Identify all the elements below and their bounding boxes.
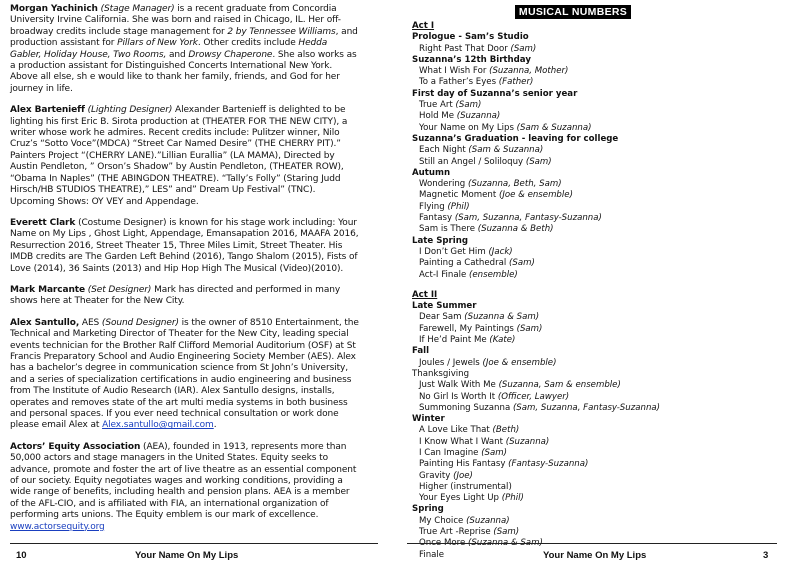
song-item (412, 190, 772, 201)
musical-numbers-heading: MUSICAL NUMBERS (515, 5, 631, 19)
song-title: Once More (419, 538, 466, 549)
song-item (412, 403, 772, 414)
scene-title: Thanksgiving (412, 368, 470, 379)
song-item (412, 312, 772, 323)
scene-title: Spring (412, 504, 444, 515)
song-title: Higher (instrumental) (419, 481, 512, 492)
song-singers: (Suzanna) (456, 111, 501, 122)
song-item (412, 258, 772, 269)
song-item (412, 270, 772, 281)
scene-title: Suzanna’s Graduation - leaving for college (412, 133, 619, 144)
act-label: Act II (412, 289, 438, 300)
song-item (412, 145, 772, 156)
song-item (412, 482, 772, 493)
scene-title: Autumn (412, 167, 451, 178)
song-singers: (ensemble) (469, 269, 518, 280)
scene-title: First day of Suzanna’s senior year (412, 88, 578, 99)
song-list (412, 21, 772, 561)
song-title: Flying (419, 201, 445, 212)
song-title: Sam is There (419, 224, 476, 235)
bio-role: (Sound Designer) (101, 317, 179, 328)
song-item (412, 202, 772, 213)
song-item (412, 100, 772, 111)
song-title: Just Walk With Me (419, 380, 496, 391)
song-item (412, 380, 772, 391)
song-singers: (Suzanna, Sam & ensemble) (498, 380, 621, 391)
song-item (412, 516, 772, 527)
song-title: Fantasy (419, 213, 453, 224)
song-item (412, 44, 772, 55)
song-title: Act-I Finale (419, 269, 467, 280)
song-singers: (Sam) (525, 156, 552, 167)
bio-actors-equity: Actors’ Equity Association (AEA), founded in 1913, represents more than 50,000 actors and stage managers in the United States. Equity seeks to advance, promote and foster the art of live theatre as an essential component of our society. Equity negotiates wages and working conditions, providing a wide range of benefits, including health and pension plans. AEA is a member of the AFL-CIO, and is affiliated with FIA, an international organization of performing arts unions. The Equity emblem is our mark of excellence. www.actorsequity.org (10, 441, 357, 532)
song-singers: (Officer, Lawyer) (497, 391, 570, 402)
song-item (412, 471, 772, 482)
song-singers: (Suzanna, Mother) (489, 66, 569, 77)
song-title: No Girl Is Worth It (419, 391, 496, 402)
song-item (412, 437, 772, 448)
song-item (412, 527, 772, 538)
song-singers: (Suzanna) (505, 436, 550, 447)
bio-name: Alex Bartenieff (10, 105, 85, 116)
song-singers: (Beth) (492, 425, 520, 436)
song-item (412, 111, 772, 122)
song-item (412, 459, 772, 470)
song-title: Each Night (419, 145, 466, 156)
song-singers: (Sam & Suzanna) (468, 145, 544, 156)
song-item (412, 493, 772, 504)
song-item (412, 66, 772, 77)
song-singers: (Fantasy-Suzanna) (508, 459, 589, 470)
act-spacer (412, 281, 772, 290)
song-singers: (Sam, Suzanna, Fantasy-Suzanna) (512, 402, 661, 413)
song-title: Your Name on My Lips (419, 122, 514, 133)
song-title: Joules / Jewels (419, 357, 480, 368)
scene-title: Suzanna’s 12th Birthday (412, 54, 531, 65)
song-singers: (Joe & ensemble) (498, 190, 573, 201)
song-title: Gravity (419, 470, 451, 481)
song-item (412, 247, 772, 258)
bio-mark-marcante: Mark Marcante (Set Designer) Mark has directed and performed in many shows here at Theater for the New City. (10, 284, 341, 307)
song-item (412, 157, 772, 168)
song-singers: (Sam) (481, 447, 508, 458)
song-title: Your Eyes Light Up (419, 493, 500, 504)
song-item (412, 392, 772, 403)
scene-title: Winter (412, 414, 445, 425)
song-item (412, 335, 772, 346)
song-title: Wondering (419, 179, 466, 190)
bio-name: Mark Marcante (10, 284, 85, 295)
song-title: Hold Me (419, 111, 454, 122)
song-singers: (Suzanna) (466, 515, 510, 526)
song-singers: (Sam) (455, 100, 482, 111)
song-singers: (Kate) (489, 335, 516, 346)
song-item (412, 324, 772, 335)
page-number: 10 (16, 550, 27, 561)
bio-name: Alex Santullo, (10, 317, 80, 328)
bio-name: Morgan Yachinich (10, 4, 98, 14)
song-singers: (Phil) (447, 201, 470, 212)
song-title: Farewell, My Paintings (419, 323, 514, 334)
song-title: If He’d Paint Me (419, 335, 487, 346)
song-singers: (Father) (498, 77, 534, 88)
scene-title: Late Summer (412, 301, 477, 312)
footer-title: Your Name On My Lips (543, 550, 647, 561)
song-title: What I Wish For (419, 66, 487, 77)
song-singers: (Joe) (453, 470, 473, 481)
song-title: Right Past That Door (419, 43, 508, 54)
song-title: Painting a Cathedral (419, 258, 507, 269)
song-item (412, 213, 772, 224)
song-singers: (Sam, Suzanna, Fantasy-Suzanna) (454, 213, 602, 224)
song-title: True Art (419, 100, 453, 111)
act-label: Act I (412, 21, 435, 31)
song-singers: (Sam) (510, 43, 537, 54)
right-page (395, 0, 790, 570)
song-singers: (Sam) (493, 527, 520, 538)
bio-role: (Set Designer) (87, 284, 152, 295)
song-singers: (Sam) (516, 323, 543, 334)
footer-title: Your Name On My Lips (135, 550, 239, 561)
song-item (412, 224, 772, 235)
bio-role: (Stage Manager) (100, 4, 175, 14)
song-item (412, 538, 772, 549)
song-title: I Know What I Want (419, 436, 503, 447)
bio-name: Everett Clark (10, 217, 76, 228)
bio-name: Actors’ Equity Association (10, 441, 141, 452)
song-title: My Choice (419, 515, 464, 526)
song-singers: (Suzanna, Beth, Sam) (468, 179, 562, 190)
song-title: Still an Angel / Soliloquy (419, 156, 524, 167)
song-title: I Don’t Get Him (419, 246, 486, 257)
song-singers: (Jack) (488, 246, 513, 257)
song-title: A Love Like That (419, 425, 490, 436)
song-title: Magnetic Moment (419, 190, 497, 201)
song-title: To a Father’s Eyes (419, 77, 497, 88)
song-singers: (Sam & Suzanna) (516, 122, 592, 133)
footer-rule (10, 543, 378, 544)
bio-morgan-yachinich: Morgan Yachinich (Stage Manager) is a recent graduate from Concordia University Irvine California. She was born and raised in Chicago, IL. Her off-broadway credits include stage management for 2 by Tennessee Williams, and production assistant for Pillars of New York. Other credits include Hedda Gabler, Holiday House, Two Rooms, and Drowsy Chaperone. She also works as a production assistant for Distinguished Concerts International New York. Above all else, sh e would like to thank her family, friends, and God for her journey in life. (10, 4, 358, 94)
song-title: True Art -Reprise (419, 527, 491, 538)
song-item (412, 179, 772, 190)
bio-alex-santullo: Alex Santullo, AES (Sound Designer) is the owner of 8510 Entertainment, the Technical and Marketing Director of Theater for the New City, leading special events technician for the Brother Ralf Clifford Memorial Auditorium (OSF) at St Francis Preparatory School and Audio Engineering Society Member (AES). Alex has a bachelor’s degree in communication science from St John’s University, and a series of specialization certifications in audio engineering and business from The Institute of Audio Research (IAR). Alex Santullo designs, installs, operates and removes state of the art multi media systems in both business and personal spaces. If you ever need technical consultation or work done please email Alex at Alex.santullo@gmail.com. (10, 317, 359, 431)
scene-title: Fall (412, 346, 430, 357)
song-title: Summoning Suzanna (419, 402, 511, 413)
bio-alex-bartenieff: Alex Bartenieff (Lighting Designer) Alexander Bartenieff is delighted to be lighting his first Eric B. Sirota production at (THEATER FOR THE NEW CITY), a writer whose work he admires. Recent credits include: Pulitzer winner, Nilo Cruz’s “Sotto Voce”(MDCA) “Street Car Named Desire” (THE CHERRY PIT).” Painters Project “(CHERRY LANE).”Lillian Eurallia” (LA MAMA), Directed by Austin Pendleton, ” Orson’s Shadow” by Austin Pendleton, (THEATER ROW), “Obama In Naples” (THE ABINGDON THEATRE). “Tally’s Folly” (Staring Judd Hirsch/HB STUDIOS THEATRE),” LES” and” Dream Up Festival” (TNC). Upcoming Shows: OY VEY and Appendage. (10, 105, 348, 207)
equity-website-link[interactable]: www.actorsequity.org (10, 521, 105, 532)
email-link[interactable]: Alex.santullo@gmail.com (102, 420, 214, 431)
song-item (412, 425, 772, 436)
song-title: I Can Imagine (419, 447, 479, 458)
song-item (412, 448, 772, 459)
page-number: 3 (763, 550, 769, 561)
song-singers: (Joe & ensemble) (482, 357, 557, 368)
bio-everett-clark: Everett Clark (Costume Designer) is known for his stage work including: Your Name on My Lips , Ghost Light, Appendage, Emansapation 2016, MAAFA 2016, Resurrection 2016, Street Theater 15, Three Miles Limit, Street Theater. His IMDB credits are The Garden Left Behind (2016), Tango Shalom (2015), Fists of Love (2014), 36 Saints (2013) and Hip Hop High The Musical (Video)(2010). (10, 217, 359, 274)
song-singers: (Suzanna & Sam) (464, 312, 540, 323)
song-singers: (Suzanna & Sam) (468, 538, 543, 549)
song-singers: (Phil) (501, 493, 524, 504)
song-singers: (Suzanna & Beth) (477, 224, 554, 235)
song-title: Painting His Fantasy (419, 459, 506, 470)
song-item (412, 123, 772, 134)
song-title: Dear Sam (419, 312, 462, 323)
bios-column (10, 4, 360, 543)
song-item (412, 77, 772, 88)
bio-role: (Lighting Designer) (87, 105, 173, 116)
scene-title: Late Spring (412, 235, 468, 246)
scene-title: Prologue - Sam’s Studio (412, 32, 529, 43)
song-singers: (Sam) (509, 258, 535, 269)
footer-rule (407, 543, 777, 544)
song-title: Finale (419, 549, 445, 560)
bio-role: (Costume Designer) (78, 217, 167, 228)
song-item (412, 358, 772, 369)
